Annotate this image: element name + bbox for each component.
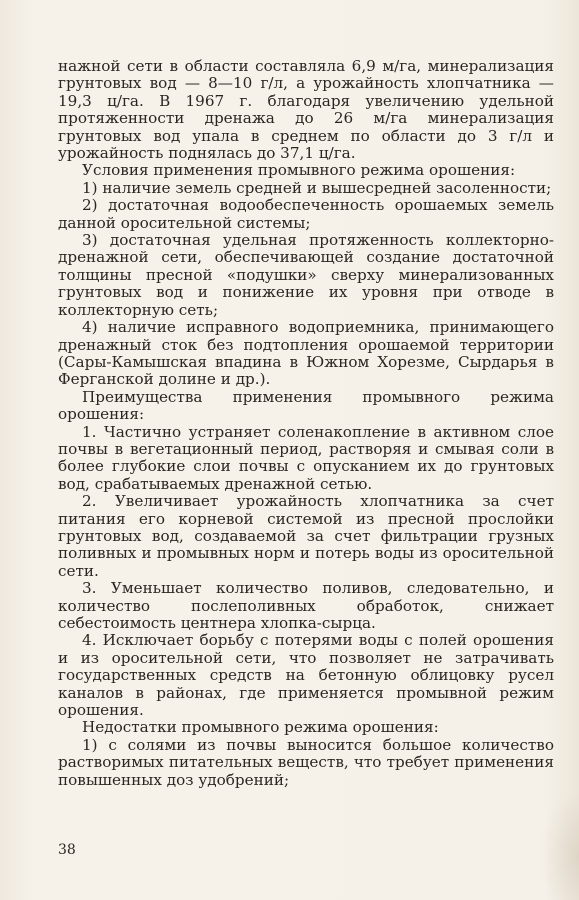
paragraph-advantages-heading: Преимущества применения промывного режима орошения: — [58, 387, 554, 424]
paragraph-advantage-3: 3. Уменьшает количество поливов, следовательно, и количество послеполивных обработок, снижает себестоимость центнера хлопка-сырца. — [58, 579, 554, 632]
paragraph-advantage-1: 1. Частично устраняет соленакопление в активном слое почвы в вегетационный период, растворяя и смывая соли в более глубокие слои почвы с опусканием их до грунтовых вод, срабатываемых дренажной сетью. — [58, 422, 554, 493]
paragraph-condition-2: 2) достаточная водообеспеченность орошаемых земель данной оросительной системы; — [58, 196, 554, 232]
body-text — [58, 58, 554, 789]
paragraph-condition-4: 4) наличие исправного водоприемника, принимающего дренажный сток без подтопления орошаемой территории (Сары-Камышская впадина в Южном Хорезме, Сырдарья в Ферганской долине и др.). — [58, 318, 554, 389]
paragraph-condition-1: 1) наличие земель средней и вышесредней засоленности; — [82, 178, 552, 197]
paragraph-advantage-4: 4. Исключает борьбу с потерями воды с полей орошения и из оросительной сети, что позволяет не затрачивать государственных средств на бетонную облицовку русел каналов в районах, где применяется промывной режим орошения. — [58, 631, 554, 720]
paragraph-condition-3: 3) достаточная удельная протяженность коллекторно-дренажной сети, обеспечивающей создание достаточной толщины пресной «подушки» сверху минерализованных грунтовых вод и понижение их уровня при отводе в коллекторную сеть; — [58, 231, 554, 319]
paragraph-disadvantage-1: 1) с солями из почвы выносится большое количество растворимых питательных веществ, что требует применения повышенных доз удобрений; — [58, 735, 554, 789]
paragraph-disadvantages-heading: Недостатки промывного режима орошения: — [82, 718, 439, 737]
paper-stain — [539, 790, 579, 900]
page-number: 38 — [58, 842, 76, 858]
paragraph-conditions-heading: Условия применения промывного режима орошения: — [82, 161, 516, 180]
paragraph-continuation: нажной сети в области составляла 6,9 м/га, минерализация грунтовых вод — 8—10 г/л, а урожайность хлопчатника — 19,3 ц/га. В 1967 г. благодаря увеличению удельной протяженности дренажа до 26 м/га минерализация грунтовых вод упала в среднем по области до 3 г/л и урожайность поднялась до 37,1 ц/га. — [58, 57, 554, 163]
paragraph-advantage-2: 2. Увеличивает урожайность хлопчатника за счет питания его корневой системой из пресной прослойки грунтовых вод, создаваемой за счет фильтрации грузных поливных и промывных норм и потерь воды из оросительной сети. — [58, 492, 554, 580]
